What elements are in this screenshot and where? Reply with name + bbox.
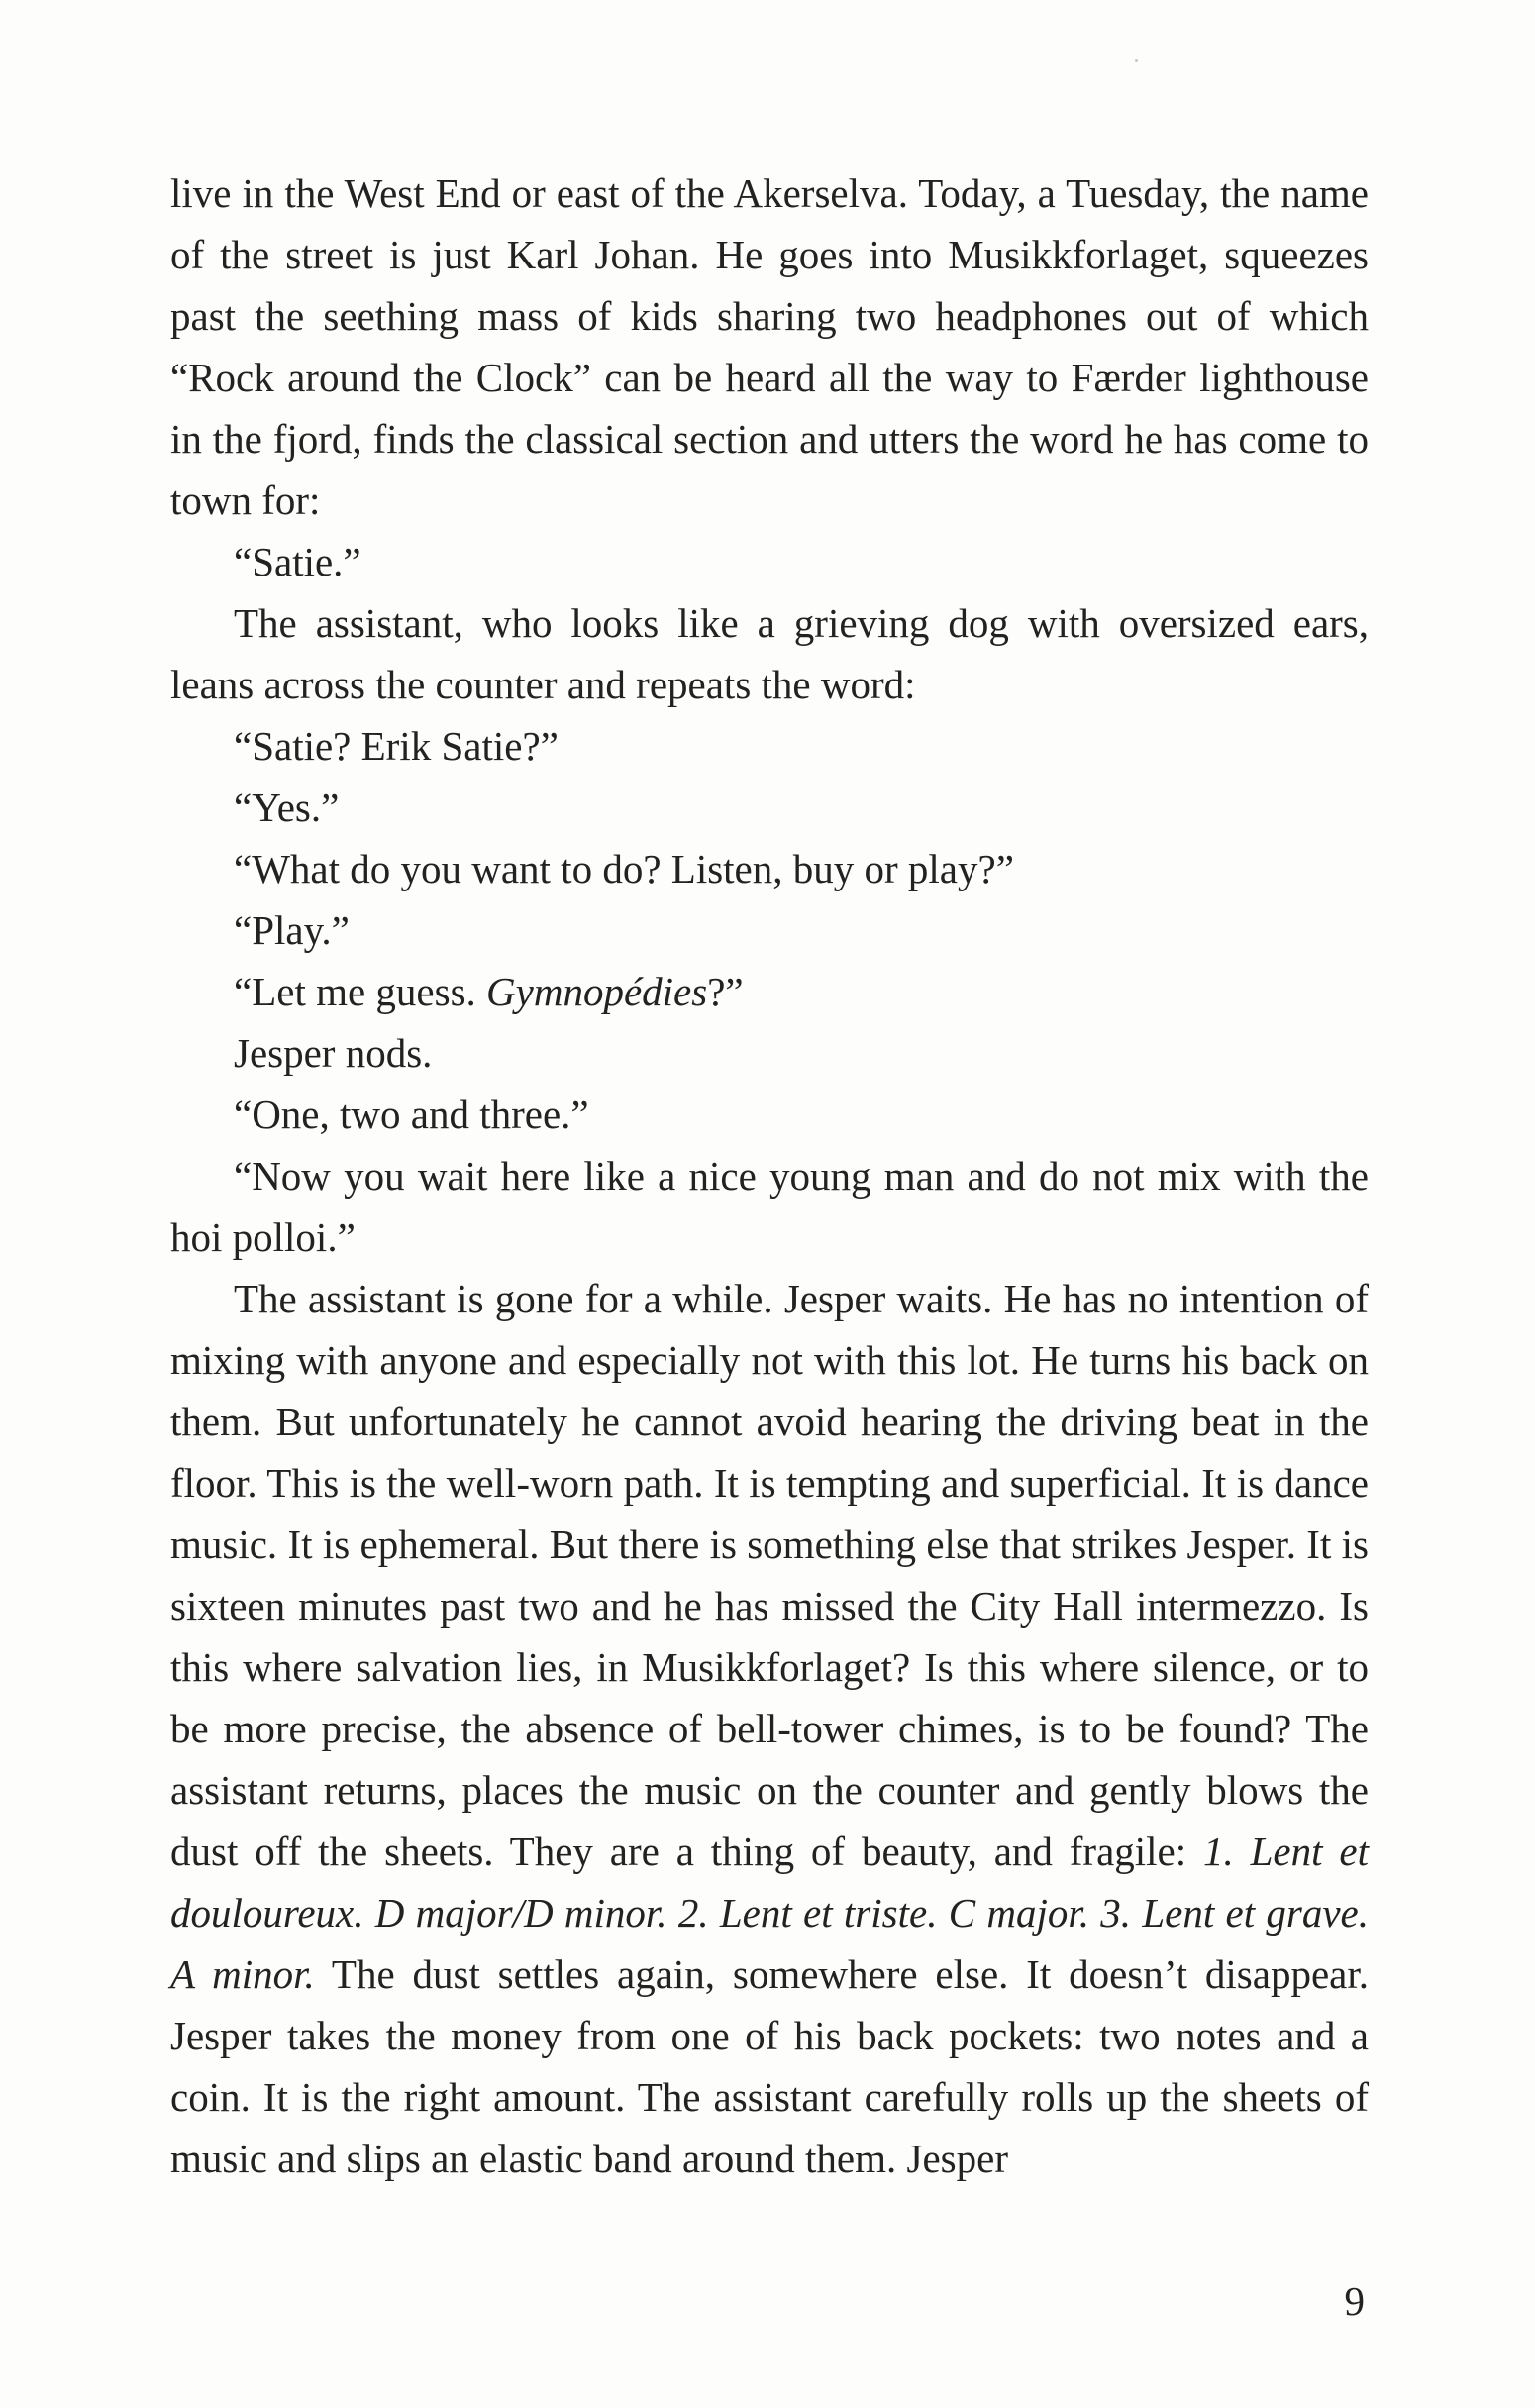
text-segment: “What do you want to do? Listen, buy or play?” (234, 846, 1014, 891)
text-segment: “Satie? Erik Satie?” (234, 723, 559, 769)
paragraph-p12 (170, 1268, 1369, 2189)
paragraph-p3 (170, 592, 1369, 715)
paragraph-p9 (170, 1022, 1369, 1084)
body-text (170, 162, 1369, 2189)
text-segment: The assistant, who looks like a grieving dog with oversized ears, leans across the counter and repeats the word: (170, 600, 1369, 707)
text-segment: The assistant is gone for a while. Jesper waits. He has no intention of mixing with anyone and especially not with this lot. He turns his back on them. But unfortunately he cannot avoid hearing the driving beat in the floor. This is the well-worn path. It is tempting and superficial. It is dance music. It is ephemeral. But there is something else that strikes Jesper. It is sixteen minutes past two and he has missed the City Hall intermezzo. Is this where salvation lies, in Musikkforlaget? Is this where silence, or to be more precise, the absence of bell-tower chimes, is to be found? The assistant returns, places the music on the counter and gently blows the dust off the sheets. They are a thing of beauty, and fragile: (170, 1276, 1369, 1874)
paragraph-p11 (170, 1145, 1369, 1268)
italic-text: 1. Lent et douloureux. D major/D minor. 2. Lent et triste. C major. 3. Lent et grave. A minor. (170, 1829, 1369, 1997)
paragraph-p2 (170, 531, 1369, 592)
paragraph-p10 (170, 1084, 1369, 1145)
italic-text: Gymnopédies (486, 969, 708, 1014)
paragraph-p8 (170, 961, 1369, 1022)
text-segment: “Satie.” (234, 539, 361, 584)
text-segment: ?” (707, 969, 744, 1014)
text-segment: Jesper nods. (234, 1030, 433, 1076)
text-segment: “Now you wait here like a nice young man and do not mix with the hoi polloi.” (170, 1153, 1369, 1260)
text-segment: “Let me guess. (234, 969, 487, 1014)
text-segment: The dust settles again, somewhere else. It doesn’t disappear. Jesper takes the money from one of his back pockets: two notes and a coin. It is the right amount. The assistant carefully rolls up the sheets of music and slips an elastic band around them. Jesper (170, 1951, 1369, 2181)
text-segment: “Play.” (234, 907, 350, 953)
paragraph-p7 (170, 899, 1369, 961)
text-segment: “One, two and three.” (234, 1092, 589, 1137)
paragraph-p4 (170, 715, 1369, 777)
paragraph-p5 (170, 777, 1369, 838)
text-segment: live in the West End or east of the Akerselva. Today, a Tuesday, the name of the street is just Karl Johan. He goes into Musikkforlaget, squeezes past the seething mass of kids sharing two headphones out of which “Rock around the Clock” can be heard all the way to Færder lighthouse in the fjord, finds the classical section and utters the word he has come to town for: (170, 170, 1369, 523)
text-segment: “Yes.” (234, 785, 340, 830)
paragraph-p6 (170, 838, 1369, 899)
page-number: 9 (1344, 2278, 1365, 2324)
paragraph-p1 (170, 162, 1369, 531)
paper-speck (1135, 59, 1138, 62)
